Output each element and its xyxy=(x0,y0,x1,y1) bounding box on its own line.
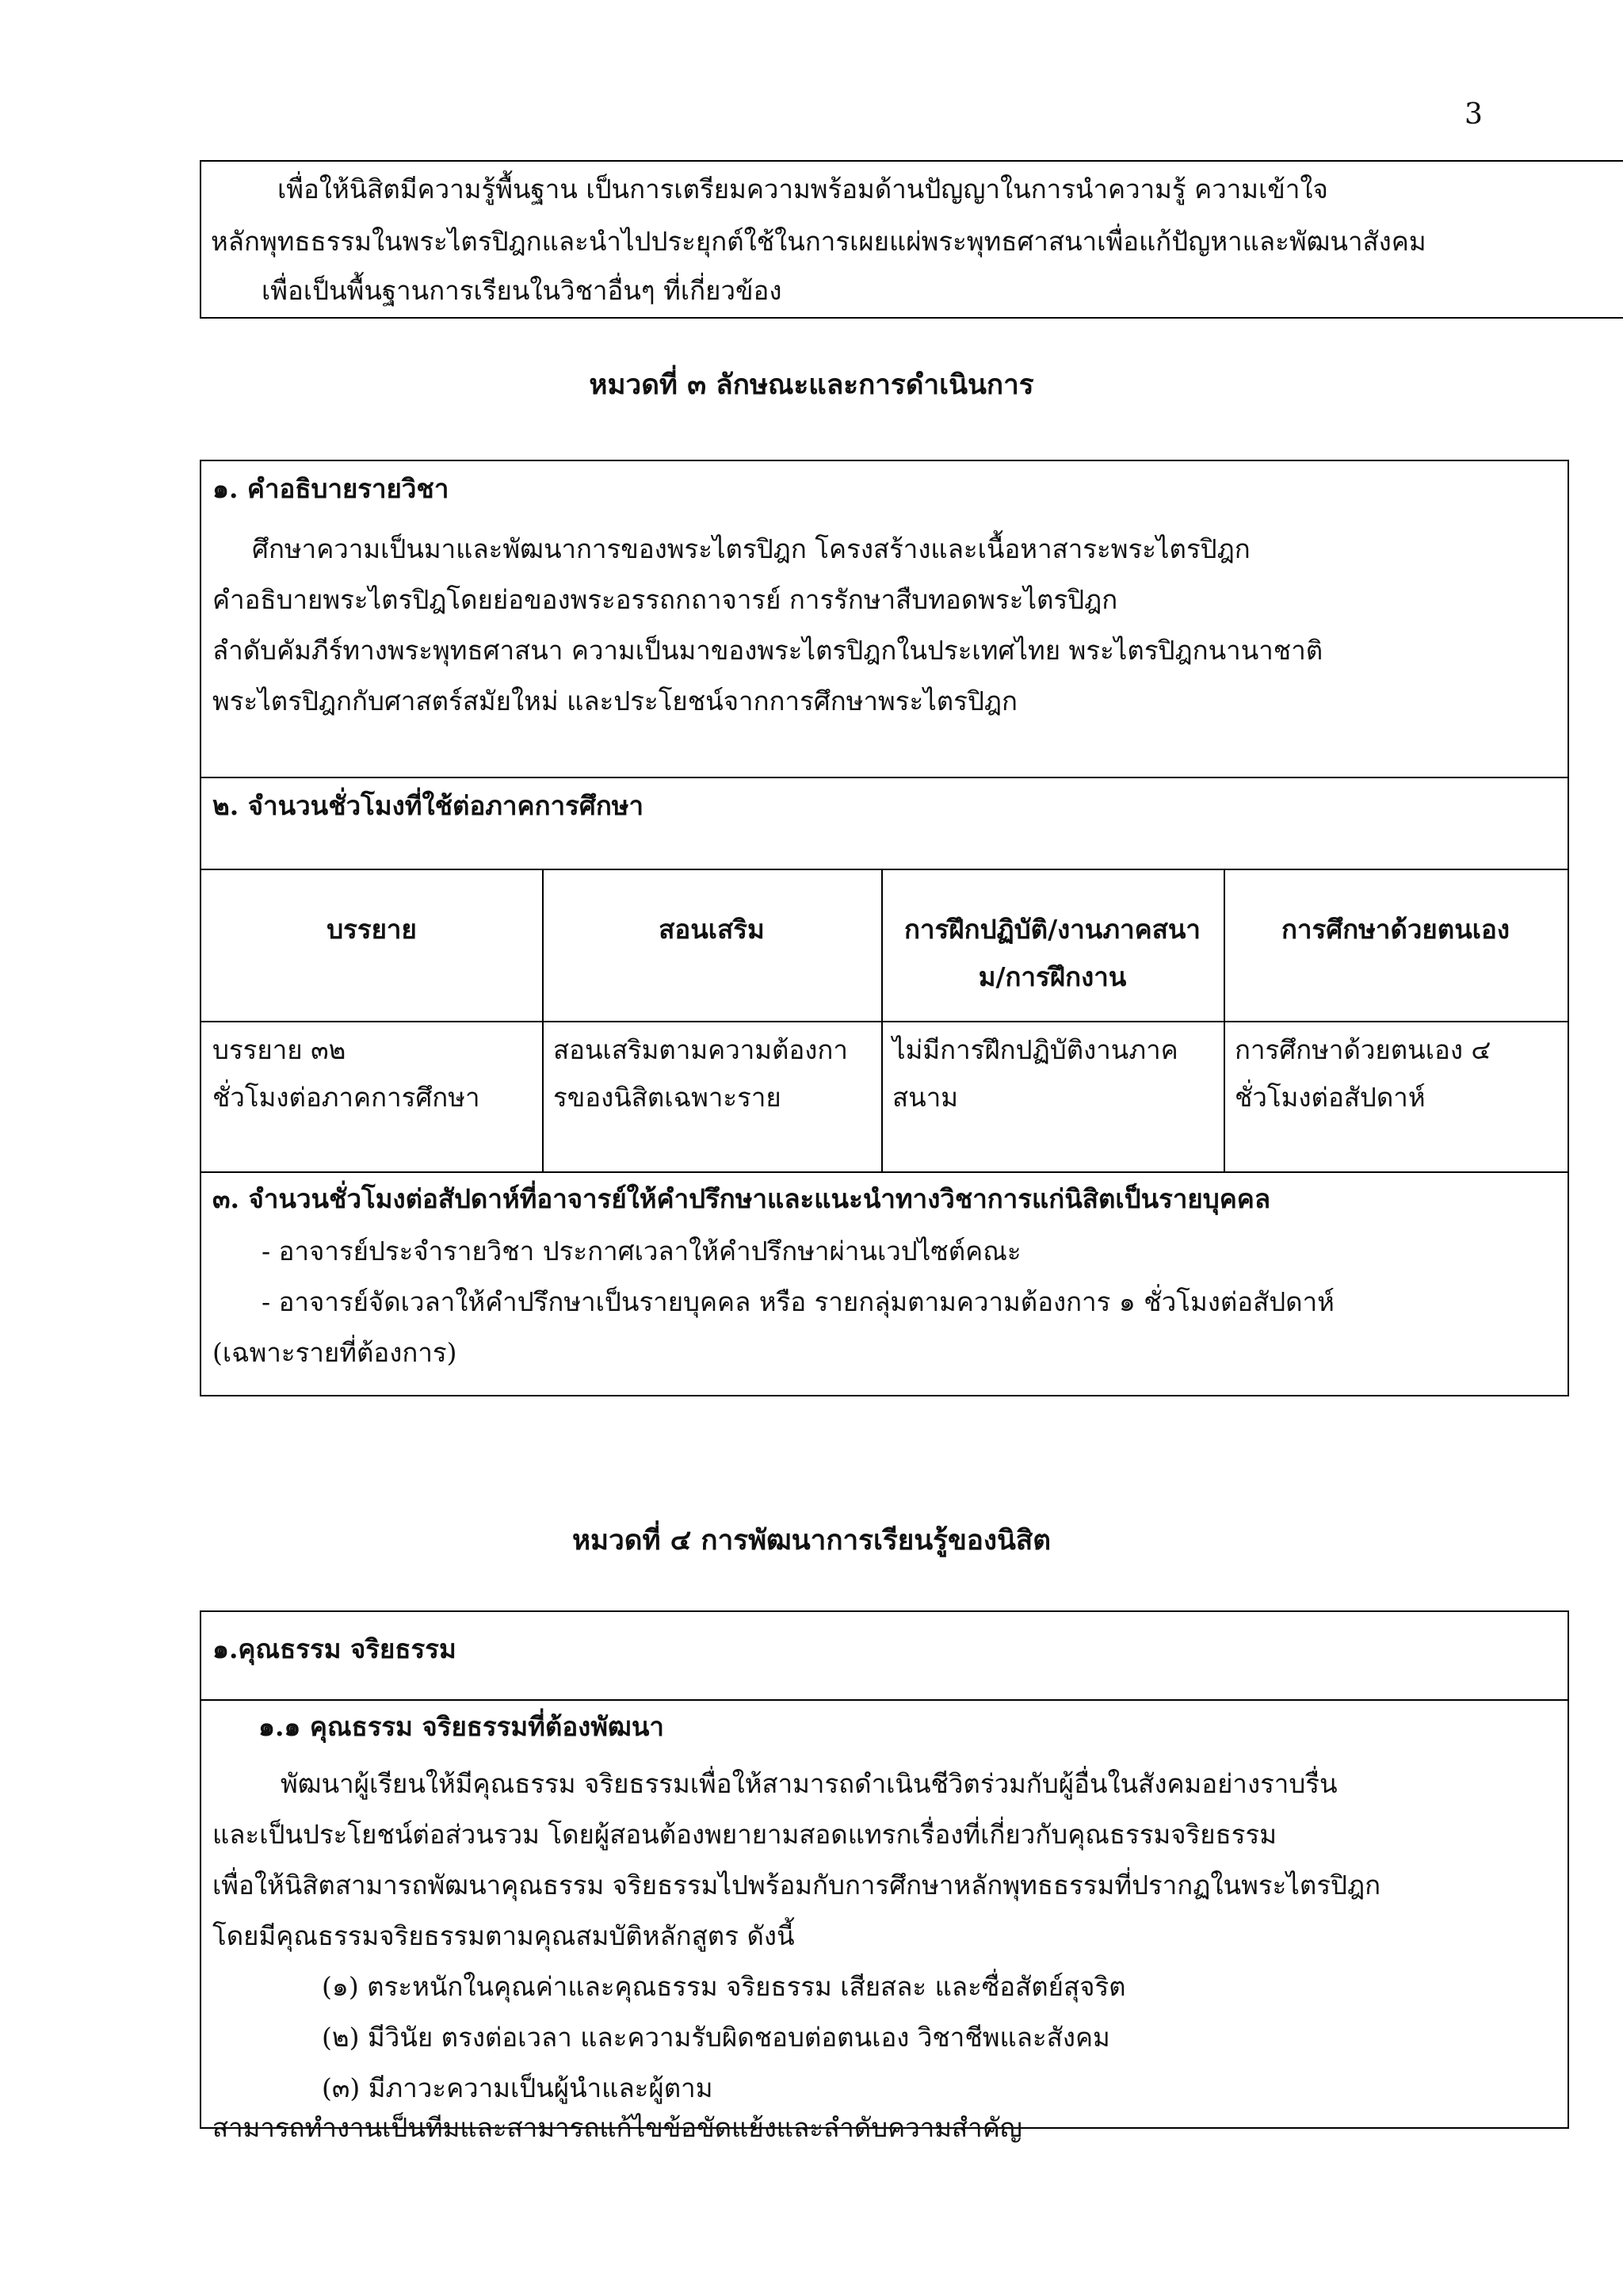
col-header-lecture: บรรยาย xyxy=(327,914,417,945)
s4-line-1: พัฒนาผู้เรียนให้มีคุณธรรม จริยธรรมเพื่อให้สามารถดำเนินชีวิตร่วมกับผู้อื่นในสังคมอย่างราบรื่น xyxy=(281,1768,1338,1799)
item1-line-3: ลำดับคัมภีร์ทางพระพุทธศาสนา ความเป็นมาของพระไตรปิฎกในประเทศไทย พระไตรปิฎกนานาชาติ xyxy=(212,635,1323,666)
col-header-practice-cont: ม/การฝึกงาน xyxy=(978,961,1127,992)
divider xyxy=(201,1021,1568,1022)
cell-lecture-line-1: บรรยาย ๓๒ xyxy=(212,1034,346,1065)
col-header-tutorial: สอนเสริม xyxy=(659,914,765,945)
item1-line-2: คำอธิบายพระไตรปิฎโดยย่อของพระอรรถกถาจารย์ การรักษาสืบทอดพระไตรปิฎก xyxy=(212,584,1118,615)
s4-line-4: โดยมีคุณธรรมจริยธรรมตามคุณสมบัติหลักสูตร ดังนี้ xyxy=(212,1920,795,1951)
section4-table xyxy=(200,1610,1569,2143)
objective-line-2: หลักพุทธธรรมในพระไตรปิฎกและนำไปประยุกต์ใช้ในการเผยแผ่พระพุทธศาสนาเพื่อแก้ปัญหาและพัฒนาสังคม xyxy=(211,226,1426,257)
section3-table xyxy=(200,460,1569,1396)
cell-tutorial-line-2: รของนิสิตเฉพาะราย xyxy=(553,1082,781,1113)
page-number: 3 xyxy=(1465,98,1483,131)
s4-list-item-1: (๑) ตระหนักในคุณค่าและคุณธรรม จริยธรรม เสียสละ และซื่อสัตย์สุจริต xyxy=(322,1971,1126,2002)
s4-line-3: เพื่อให้นิสิตสามารถพัฒนาคุณธรรม จริยธรรมไปพร้อมกับการศึกษาหลักพุทธธรรมที่ปรากฏในพระไตรปิฎก xyxy=(212,1870,1381,1901)
item3-line-1: - อาจารย์ประจำรายวิชา ประกาศเวลาให้คำปรึกษาผ่านเวปไซต์คณะ xyxy=(262,1236,1022,1266)
divider xyxy=(201,1699,1568,1701)
item1-line-1: ศึกษาความเป็นมาและพัฒนาการของพระไตรปิฎก โครงสร้างและเนื้อหาสาระพระไตรปิฎก xyxy=(252,533,1251,564)
item1-title: ๑. คำอธิบายรายวิชา xyxy=(212,473,449,504)
divider xyxy=(201,869,1568,870)
item3-title: ๓. จำนวนชั่วโมงต่อสัปดาห์ที่อาจารย์ให้คำปรึกษาและแนะนำทางวิชาการแก่นิสิตเป็นรายบุคคล xyxy=(212,1183,1271,1214)
cell-self-study-line-2: ชั่วโมงต่อสัปดาห์ xyxy=(1235,1082,1426,1113)
s4-list-item-2: (๒) มีวินัย ตรงต่อเวลา และความรับผิดชอบต่อตนเอง วิชาชีพและสังคม xyxy=(322,2022,1110,2053)
s4-last-line: สามารถทำงานเป็นทีมและสามารถแก้ไขข้อขัดแย้งและลำดับความสำคัญ xyxy=(212,2112,1022,2143)
section4-heading: หมวดที่ ๔ การพัฒนาการเรียนรู้ของนิสิต xyxy=(571,1524,1052,1557)
item3-line-2: - อาจารย์จัดเวลาให้คำปรึกษาเป็นรายบุคคล หรือ รายกลุ่มตามความต้องการ ๑ ชั่วโมงต่อสัปดาห์ xyxy=(262,1286,1335,1317)
cell-tutorial-line-1: สอนเสริมตามความต้องกา xyxy=(553,1034,848,1065)
section3-heading: หมวดที่ ๓ ลักษณะและการดำเนินการ xyxy=(589,369,1034,401)
s4-item1-title: ๑.คุณธรรม จริยธรรม xyxy=(212,1633,456,1664)
col-header-practice: การฝึกปฏิบัติ/งานภาคสนา xyxy=(904,914,1201,945)
cell-lecture-line-2: ชั่วโมงต่อภาคการศึกษา xyxy=(212,1082,480,1113)
divider xyxy=(201,777,1568,778)
cell-practice-line-1: ไม่มีการฝึกปฏิบัติงานภาค xyxy=(892,1034,1178,1065)
s4-list-item-3: (๓) มีภาวะความเป็นผู้นำและผู้ตาม xyxy=(322,2073,713,2103)
divider xyxy=(201,1171,1568,1173)
col-header-self-study: การศึกษาด้วยตนเอง xyxy=(1281,914,1510,945)
objective-box xyxy=(200,160,1623,319)
item1-line-4: พระไตรปิฎกกับศาสตร์สมัยใหม่ และประโยชน์จากการศึกษาพระไตรปิฎก xyxy=(212,686,1018,716)
cell-practice-line-2: สนาม xyxy=(892,1082,958,1113)
item2-title: ๒. จำนวนชั่วโมงที่ใช้ต่อภาคการศึกษา xyxy=(212,790,644,821)
s4-sub-title: ๑.๑ คุณธรรม จริยธรรมที่ต้องพัฒนา xyxy=(258,1711,664,1742)
cell-self-study-line-1: การศึกษาด้วยตนเอง ๔ xyxy=(1235,1034,1491,1065)
objective-line-1: เพื่อให้นิสิตมีความรู้พื้นฐาน เป็นการเตรียมความพร้อมด้านปัญญาในการนำความรู้ ความเข้าใจ xyxy=(277,174,1328,204)
objective-line-3: เพื่อเป็นพื้นฐานการเรียนในวิชาอื่นๆ ที่เกี่ยวข้อง xyxy=(262,275,782,306)
item3-line-3: (เฉพาะรายที่ต้องการ) xyxy=(212,1337,457,1368)
s4-line-2: และเป็นประโยชน์ต่อส่วนรวม โดยผู้สอนต้องพยายามสอดแทรกเรื่องที่เกี่ยวกับคุณธรรมจริยธรรม xyxy=(212,1819,1277,1850)
